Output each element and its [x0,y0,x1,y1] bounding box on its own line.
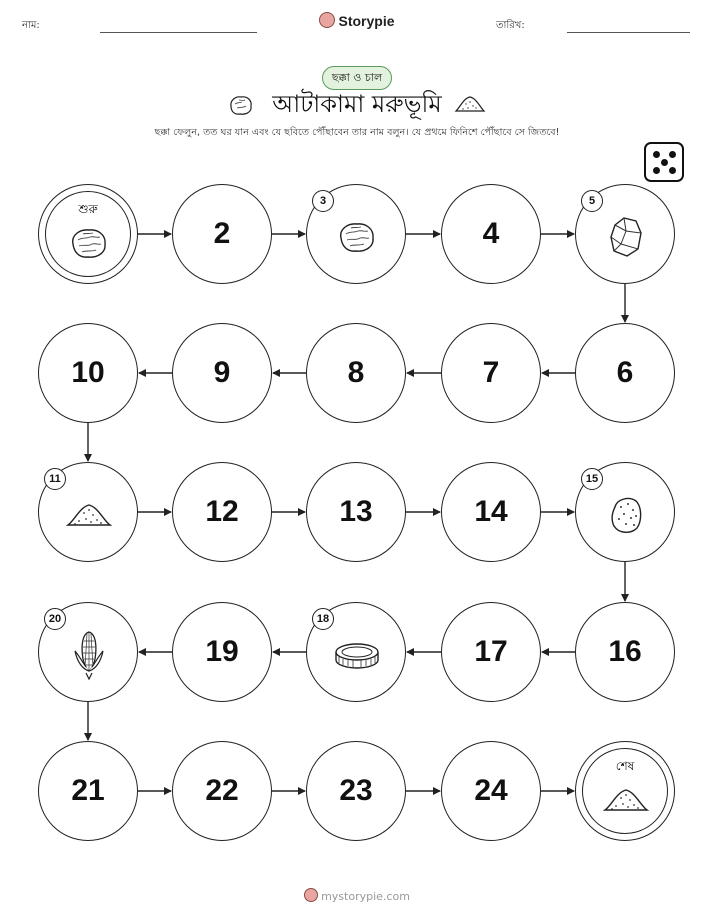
board-space[interactable] [306,602,406,702]
board-space[interactable] [172,741,272,841]
space-number: 16 [608,635,642,668]
board-space[interactable] [172,602,272,702]
space-number: 2 [213,217,231,250]
space-number-badge: 18 [312,608,334,630]
space-number-badge: 5 [581,190,603,212]
space-number-badge: 20 [44,608,66,630]
board-space[interactable] [172,462,272,562]
board-space[interactable] [575,184,675,284]
brand-name: Storypie [338,13,395,29]
sand-pile-icon [603,786,649,814]
board-space[interactable] [575,323,675,423]
board-space[interactable] [172,323,272,423]
round-rock-icon [69,226,109,260]
space-number: 8 [347,356,365,389]
space-number: 9 [213,356,231,389]
space-number: 24 [474,774,508,807]
space-number-badge: 15 [581,468,603,490]
board-space[interactable] [306,323,406,423]
board-space[interactable] [441,184,541,284]
porous-stone-icon [609,495,643,535]
space-number-badge: 11 [44,468,66,490]
board-space[interactable] [441,741,541,841]
name-label: নাম: [22,20,40,31]
space-number: 6 [616,356,634,389]
space-number: 10 [71,356,105,389]
board-space[interactable] [306,184,406,284]
footer [0,888,714,903]
board-space[interactable] [441,323,541,423]
page-title: আটাকামা মরুভূমি [272,90,442,118]
board-space[interactable] [38,602,138,702]
finish-label: শেষ [615,759,635,773]
space-number: 23 [339,774,373,807]
board-space[interactable] [38,462,138,562]
space-number: 4 [482,217,500,250]
storypie-logo-icon [304,888,318,902]
space-number: 17 [474,635,508,668]
space-number: 7 [482,356,500,389]
board-space[interactable] [575,462,675,562]
board-space[interactable] [441,602,541,702]
board-space[interactable] [441,462,541,562]
board-space[interactable] [575,602,675,702]
space-number: 21 [71,774,105,807]
instructions-text: ছক্কা ফেলুন, তত ঘর যান এবং যে ছবিতে পৌঁছাবেন তার নাম বলুন। যে প্রথমে ফিনিশে পৌঁছাবে সে জিতবে! [154,127,560,138]
start-space[interactable] [38,184,138,284]
sand-pile-icon [66,501,112,529]
board-space[interactable] [172,184,272,284]
start-label: শুরু [78,202,98,216]
finish-space[interactable] [575,741,675,841]
space-number-badge: 3 [312,190,334,212]
space-number: 19 [205,635,239,668]
coin-icon [333,638,381,672]
space-number: 22 [205,774,239,807]
board-space[interactable] [38,741,138,841]
date-label: তারিখ: [496,20,525,31]
corn-icon [72,629,106,681]
space-number: 13 [339,495,373,528]
crystal-rock-icon [608,215,644,259]
board-space[interactable] [306,741,406,841]
round-rock-icon [337,220,377,254]
board-space[interactable] [306,462,406,562]
board-space[interactable] [38,323,138,423]
space-number: 12 [205,495,239,528]
category-pill: ছক্কা ও চাল [322,66,392,90]
footer-url[interactable]: mystorypie.com [321,890,410,903]
space-number: 14 [474,495,508,528]
